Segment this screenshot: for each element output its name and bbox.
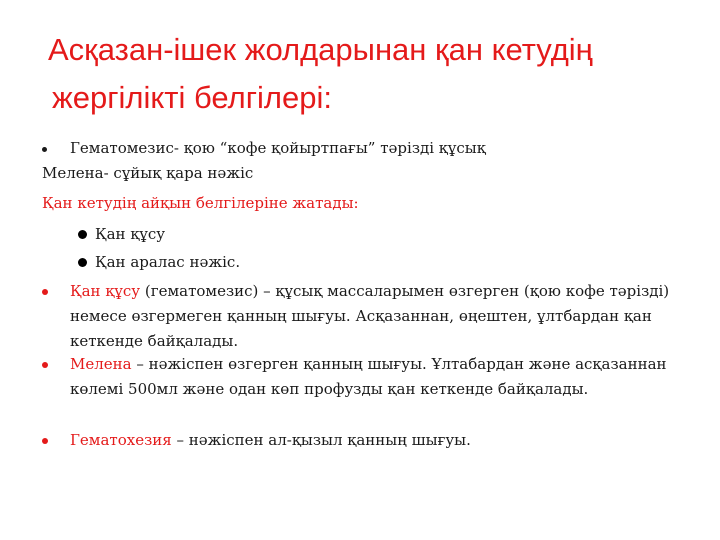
term-melena: Мелена: [70, 355, 132, 373]
bullet-hematemesis: [70, 279, 670, 354]
desc-melena: – нәжіспен өзгерген қанның шығуы. Ұлтабардан және асқазаннан көлемі 500мл және одан көп профузды қан кеткенде байқалады.: [70, 355, 667, 398]
sub-item-vomiting-blood: Қан құсу: [95, 225, 166, 243]
title-line-1: Асқазан-ішек жолдарынан қан кетудің: [48, 32, 593, 67]
red-bullet-icon: [42, 438, 48, 444]
term-hematochezia: Гематохезия: [70, 431, 172, 449]
clear-signs-heading: Қан кетудің айқын белгілеріне жатады:: [42, 194, 359, 212]
bullet-melena: [70, 352, 670, 402]
bullet-hematochezia: [70, 428, 670, 453]
sub-bullet-icon: [78, 258, 87, 267]
red-bullet-icon: [42, 289, 48, 295]
desc-hematochezia: – нәжіспен ал-қызыл қанның шығуы.: [171, 431, 471, 449]
desc-hematemesis: (гематомезис) – құсық массаларымен өзгерген (қою кофе тәрізді) немесе өзгермеген қанның шығуы. Асқазаннан, өңештен, ұлтбардан қан кеткенде байқалады.: [70, 282, 670, 350]
sub-bullet-icon: [78, 230, 87, 239]
melena-definition: Мелена- сұйық қара нәжіс: [42, 164, 254, 182]
sub-item-bloody-stool: Қан аралас нәжіс.: [95, 253, 241, 271]
bullet-icon: [42, 147, 47, 152]
red-bullet-icon: [42, 362, 48, 368]
hematemesis-definition: Гематомезис- қою “кофе қойыртпағы” тәрізді құсық: [70, 139, 486, 157]
title-line-2: жергілікті белгілері:: [52, 80, 332, 115]
term-hematemesis: Қан құсу: [70, 282, 141, 300]
slide-title: [48, 26, 688, 122]
